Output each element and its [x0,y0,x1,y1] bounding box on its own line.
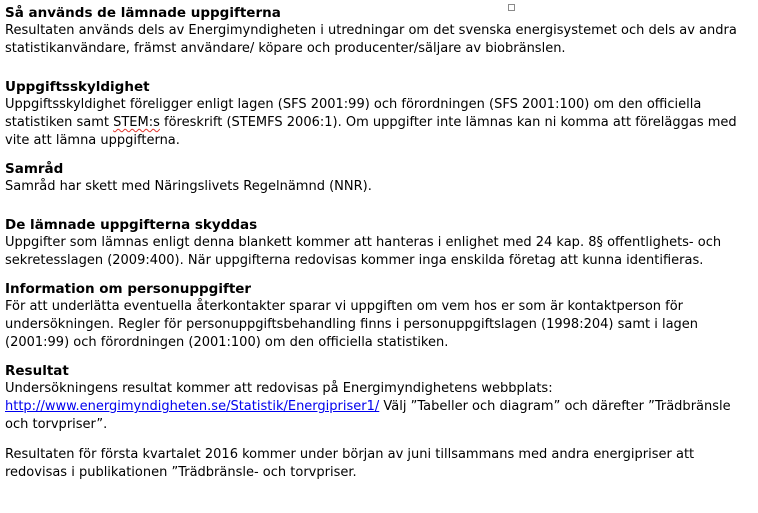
section-heading: De lämnade uppgifterna skyddas [5,217,258,233]
section-heading: Information om personuppgifter [5,281,252,297]
section-usage [5,4,753,58]
section-protection [5,216,753,270]
section-text: För att underlätta eventuella återkontakter sparar vi uppgiften om vem hos er som är kontaktperson för undersökningen. Regler för personuppgiftsbehandling finns i personuppgiftslagen (1998:204) samt i lagen (2001:99) och förordningen (2001:100) om den officiella statistiken. [5,299,699,350]
section-text: Resultaten används dels av Energimyndigheten i utredningar om det svenska energisystemet och dels av andra statistikanvändare, främst användare/ köpare och producenter/säljare av biobränslen. [5,23,737,56]
section-heading: Uppgiftsskyldighet [5,79,150,95]
section-consultation [5,160,753,196]
section-heading: Resultat [5,363,69,379]
section-obligation [5,78,753,150]
section-heading: Så används de lämnade uppgifterna [5,5,281,21]
document-page [5,4,753,482]
section-heading: Samråd [5,161,64,177]
section-text: Samråd har skett med Näringslivets Regelnämnd (NNR). [5,179,372,194]
section-text: Uppgifter som lämnas enligt denna blankett kommer att hanteras i enlighet med 24 kap. 8§ offentlighets- och sekretesslagen (2009:400). När uppgifterna redovisas kommer inga enskilda företag att kunna identifieras. [5,235,722,268]
text-segment: Uppgiftsskyldighet föreligger enligt lagen (SFS 2001:99) och förordningen (SFS 2001:100) om den officiella statistiken samt [5,97,702,130]
section-text: Resultaten för första kvartalet 2016 kommer under början av juni tillsammans med andra energipriser att redovisas i publikationen ”Trädbränsle- och torvpriser. [5,447,695,480]
text-segment: Välj ”Tabeller och diagram” och därefter ”Trädbränsle och torvpriser”. [5,399,731,432]
spellcheck-flagged-word[interactable]: STEM:s [113,115,160,130]
text-segment: Undersökningens resultat kommer att redovisas på Energimyndighetens webbplats: [5,381,553,396]
statistics-link[interactable]: http://www.energimyndigheten.se/Statistik/Energipriser1/ [5,399,380,414]
section-personal-data [5,280,753,352]
text-segment: föreskrift (STEMFS 2006:1). Om uppgifter inte lämnas kan ni komma att föreläggas med vite att lämna uppgifterna. [5,115,737,148]
section-results [5,362,753,482]
section-text [5,96,753,150]
section-text [5,380,753,434]
